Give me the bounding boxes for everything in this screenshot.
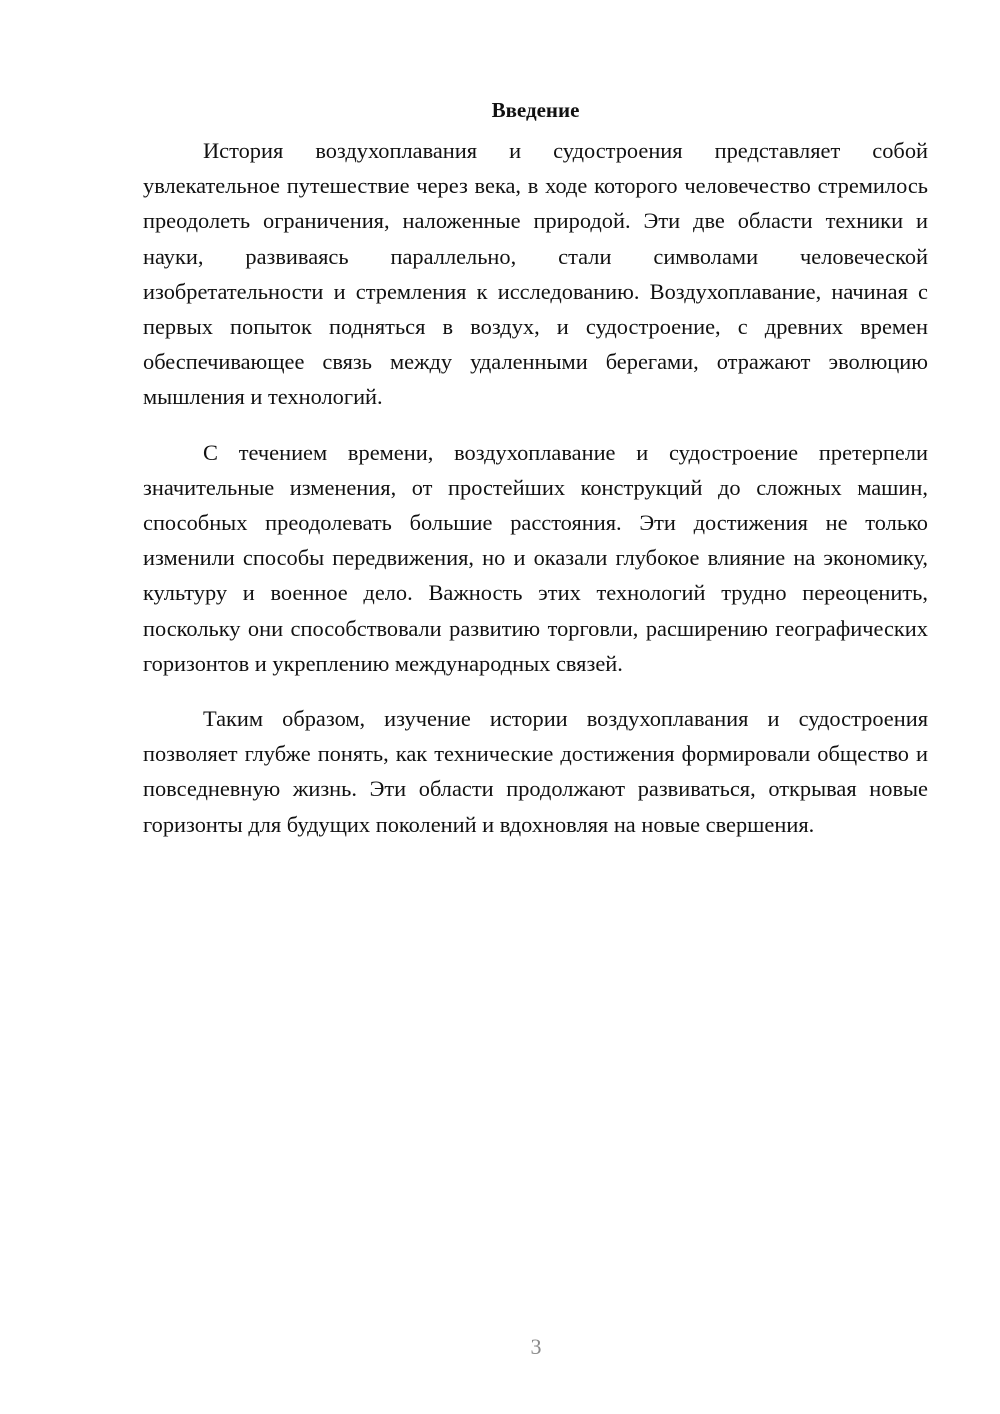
paragraph-2: С течением времени, воздухоплавание и судостроение претерпели значительные изменения, от простейших конструкций до сложных машин, способных преодолевать большие расстояния. Эти достижения не только изменили способы передвижения, но и оказали глубокое влияние на экономику, культуру и военное дело. Важность этих технологий трудно переоценить, поскольку они способствовали развитию торговли, расширению географических горизонтов и укреплению международных связей. (143, 439, 928, 676)
page-number: 3 (530, 1334, 542, 1359)
paragraph-3: Таким образом, изучение истории воздухоплавания и судостроения позволяет глубже понять, как технические достижения формировали общество и повседневную жизнь. Эти области продолжают развиваться, открывая новые горизонты для будущих поколений и вдохновляя на новые свершения. (143, 706, 928, 837)
page-body (143, 92, 928, 842)
section-title: Введение (491, 98, 580, 122)
paragraph-1: История воздухоплавания и судостроения представляет собой увлекательное путешествие через века, в ходе которого человечество стремилось преодолеть ограничения, наложенные природой. Эти две области техники и науки, развиваясь параллельно, стали символами человеческой изобретательности и стремления к исследованию. Воздухоплавание, начиная с первых попыток подняться в воздух, и судостроение, с древних времен обеспечивающее связь между удаленными берегами, отражают эволюцию мышления и технологий. (143, 138, 928, 410)
